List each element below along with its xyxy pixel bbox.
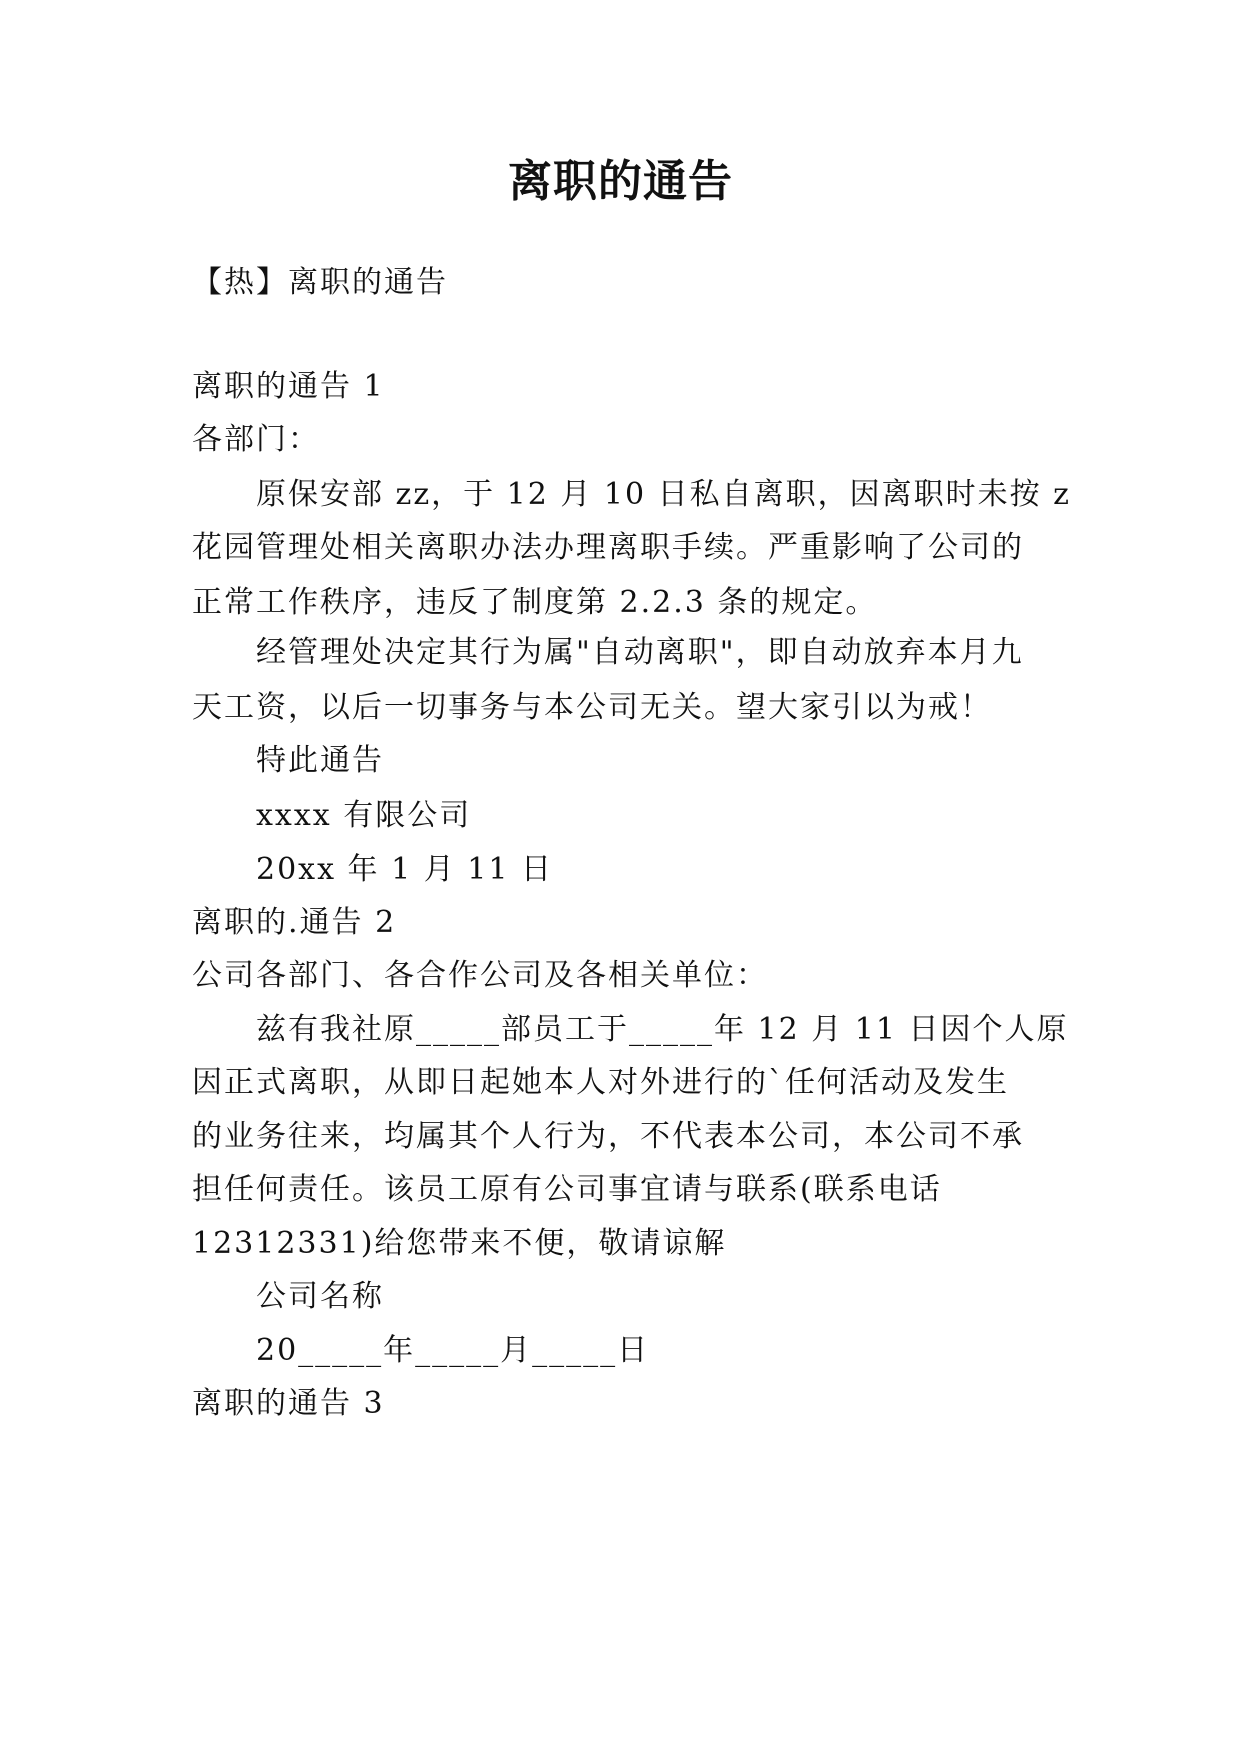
signature-date: 20xx 年 1 月 11 日 <box>256 852 553 887</box>
section-heading-3: 离职的通告 3 <box>192 1386 385 1421</box>
signature-company: 公司名称 <box>256 1279 384 1314</box>
section-heading-2: 离职的.通告 2 <box>192 905 397 940</box>
page-title: 离职的通告 <box>508 156 733 207</box>
paragraph-line: 天工资，以后一切事务与本公司无关。望大家引以为戒！ <box>192 690 992 725</box>
notice-closing: 特此通告 <box>256 743 384 778</box>
paragraph-line: 担任何责任。该员工原有公司事宜请与联系(联系电话 <box>192 1172 942 1207</box>
signature-date: 20_____年_____月_____日 <box>256 1333 650 1368</box>
paragraph-line: 的业务往来，均属其个人行为，不代表本公司，本公司不承 <box>192 1119 1024 1154</box>
signature-company: xxxx 有限公司 <box>256 798 472 833</box>
salutation-1: 各部门： <box>192 422 320 457</box>
paragraph-line: 正常工作秩序，违反了制度第 2.2.3 条的规定。 <box>192 585 878 620</box>
paragraph-line: 原保安部 zz，于 12 月 10 日私自离职，因离职时未按 z <box>256 477 1071 512</box>
paragraph-line: 12312331)给您带来不便，敬请谅解 <box>192 1226 727 1261</box>
paragraph-line: 因正式离职，从即日起她本人对外进行的`任何活动及发生 <box>192 1065 1009 1100</box>
paragraph-line: 经管理处决定其行为属"自动离职"，即自动放弃本月九 <box>256 635 1024 670</box>
paragraph-line: 兹有我社原_____部员工于_____年 12 月 11 日因个人原 <box>256 1012 1069 1047</box>
section-heading-1: 离职的通告 1 <box>192 369 385 404</box>
salutation-2: 公司各部门、各合作公司及各相关单位： <box>192 958 768 993</box>
subtitle: 【热】离职的通告 <box>192 265 448 300</box>
paragraph-line: 花园管理处相关离职办法办理离职手续。严重影响了公司的 <box>192 530 1024 565</box>
